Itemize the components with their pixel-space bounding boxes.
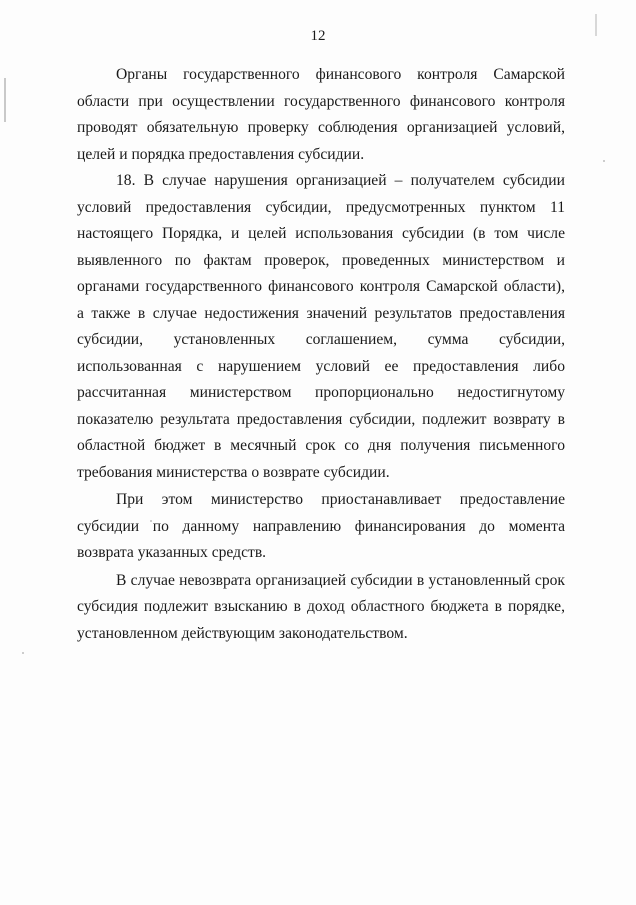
paragraph: В случае невозврата организацией субсидии в установленный срок субсидия подлежит взысканию в доход областного бюджета в порядке, установленном действующим законодательством. <box>77 571 565 642</box>
scan-speck <box>22 652 24 654</box>
page-number: 12 <box>310 28 326 44</box>
paragraph: Органы государственного финансового контроля Самарской области при осуществлении государственного финансового контроля проводят обязательную проверку соблюдения организацией условий, целей и порядка предоставления субсидии. <box>77 66 565 163</box>
scan-edge-mark <box>4 78 6 122</box>
paragraph: 18. В случае нарушения организацией – получателем субсидии условий предоставления субсидии, предусмотренных пунктом 11 настоящего Порядка, и целей использования субсидии (в том числе выявленного по фактам проверок, проведенных министерством и органами государственного финансового контроля Самарской области), а также в случае недостижения значений результатов предоставления субсидии, установленных соглашением, сумма субсидии, использованная с нарушением условий ее предоставления либо рассчитанная министерством пропорционально недостигнутому показателю результата предоставления субсидии, подлежит возврату в областной бюджет в месячный срок со дня получения письменного требования министерства о возврате субсидии. <box>77 172 565 481</box>
document-body <box>77 62 565 647</box>
scan-speck <box>603 160 605 162</box>
paragraph: При этом министерство приостанавливает предоставление субсидии по данному направлению финансирования до момента возврата указанных средств. <box>77 491 565 561</box>
